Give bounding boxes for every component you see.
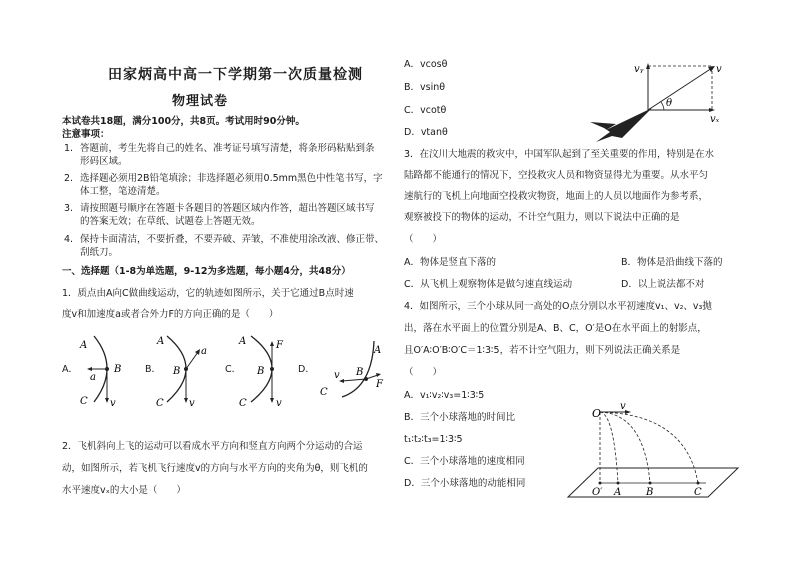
- note-3-line1: 请按照题号顺序在答题卡各题目的答题区域内作答，超出答题区域书写: [80, 203, 375, 214]
- label-v: v: [716, 64, 722, 75]
- q3-option-d[interactable]: D．以上说法都不对: [621, 279, 705, 290]
- note-1-line1: 答题前，考生先将自己的姓名、准考证号填写清楚，将条形码粘贴到条: [80, 143, 375, 154]
- label-a: A: [157, 336, 165, 347]
- label-b: B: [356, 367, 364, 378]
- label-vy: vᵧ: [634, 64, 644, 75]
- q4-option-b[interactable]: B．三个小球落地的时间比: [404, 412, 516, 423]
- note-2-line2: 体工整，笔迹清楚。: [80, 186, 166, 197]
- label-c: C: [80, 396, 88, 407]
- label-f: F: [276, 340, 283, 351]
- label-a: A: [614, 487, 622, 498]
- q1-option-d[interactable]: D．: [298, 364, 315, 375]
- q4-line2: 出，落在水平面上的位置分别是A、B、C，O′是O在水平面上的射影点，: [404, 323, 707, 334]
- q4-figure-projectile: [558, 400, 748, 506]
- q1-option-c[interactable]: C．: [225, 364, 242, 375]
- q1-figure-b: [153, 330, 223, 410]
- q4-option-c[interactable]: C．三个小球落地的速度相同: [404, 456, 525, 467]
- note-1-num: 1.: [64, 143, 74, 154]
- q1-figure-a: [72, 330, 142, 410]
- q1-line1: 1．质点由A向C做曲线运动，它的轨迹如图所示，关于它通过B点时速: [62, 288, 354, 299]
- q4-option-d[interactable]: D．三个小球落地的动能相同: [404, 478, 526, 489]
- label-theta: θ: [666, 98, 673, 109]
- label-f: F: [376, 379, 383, 390]
- exam-title: 田家炳高中高一下学期第一次质量检测: [108, 67, 363, 83]
- q3-option-b[interactable]: B．物体是沿曲线下落的: [621, 257, 723, 268]
- q3-line1: 3．在汶川大地震的救灾中，中国军队起到了至关重要的作用，特别是在水: [404, 149, 715, 160]
- q4-option-b-cont: t₁∶t₂∶t₃=1∶3∶5: [404, 434, 463, 445]
- label-a: A: [80, 340, 88, 351]
- label-b: B: [114, 364, 122, 375]
- q3-option-a[interactable]: A．物体是竖直下落的: [404, 257, 496, 268]
- label-v: v: [189, 398, 195, 409]
- q2-line3: 水平速度vₓ的大小是（ ）: [62, 485, 186, 496]
- label-b: B: [257, 366, 265, 377]
- label-o: O: [592, 407, 602, 420]
- q3-line3: 速航行的飞机上向地面空投救灾物资，地面上的人员以地面作为参考系，: [404, 191, 709, 202]
- label-v: v: [620, 401, 626, 412]
- q1-line2: 度v和加速度a或者合外力F的方向正确的是（ ）: [62, 309, 279, 320]
- q2-option-d[interactable]: D．vtanθ: [404, 127, 448, 138]
- q2-option-b[interactable]: B．vsinθ: [404, 82, 446, 93]
- exam-info: 本试卷共18题，满分100分，共8页。考试用时90分钟。: [62, 116, 305, 127]
- q1-figure-d: [312, 335, 392, 405]
- label-v: v: [276, 398, 282, 409]
- q1-figure-c: [233, 330, 303, 410]
- label-acc: a: [201, 346, 207, 357]
- q4-line4: （ ）: [404, 367, 443, 378]
- q3-option-c[interactable]: C．从飞机上观察物体是做匀速直线运动: [404, 279, 573, 290]
- trajectory-b: [600, 412, 650, 483]
- q2-line2: 动，如图所示，若飞机飞行速度v的方向与水平方向的夹角为θ，则飞机的: [62, 463, 368, 474]
- velocity-arrow: [342, 379, 366, 381]
- note-1-line2: 形码区域。: [80, 156, 128, 167]
- label-a: A: [374, 345, 382, 356]
- label-b: B: [173, 366, 181, 377]
- q2-option-c[interactable]: C．vcotθ: [404, 105, 447, 116]
- q3-line4: 观察被投下的物体的运动，不计空气阻力，则以下说法中正确的是: [404, 212, 680, 223]
- acceleration-arrow: [186, 352, 198, 369]
- label-a: A: [239, 336, 247, 347]
- label-c: C: [156, 398, 164, 409]
- q1-option-a[interactable]: A．: [62, 364, 78, 375]
- label-c: C: [239, 398, 247, 409]
- label-acc: a: [90, 372, 96, 383]
- velocity-vector: [648, 68, 712, 110]
- label-o-prime: O′: [592, 487, 603, 498]
- label-vx: vₓ: [710, 114, 720, 125]
- airplane-icon: [590, 108, 652, 142]
- q4-option-a[interactable]: A．v₁∶v₂∶v₃=1∶3∶5: [404, 390, 485, 401]
- note-4-line1: 保持卡面清洁，不要折叠，不要弄破、弄皱，不准使用涂改液、修正带、: [80, 234, 385, 245]
- note-2-line1: 选择题必须用2B铅笔填涂；非选择题必须用0.5mm黑色中性笔书写，字: [80, 173, 383, 184]
- label-b: B: [646, 487, 654, 498]
- note-3-num: 3.: [64, 203, 74, 214]
- q3-line2: 陆路都不能通行的情况下，空投救灾人员和物资显得尤为重要。从水平匀: [404, 170, 709, 181]
- label-c: C: [320, 387, 328, 398]
- q4-line1: 4．如图所示，三个小球从同一高处的O点分别以水平初速度v₁、v₂、v₃抛: [404, 301, 712, 312]
- exam-subtitle: 物理试卷: [172, 94, 229, 109]
- note-4-num: 4.: [64, 234, 74, 245]
- q3-line5: （ ）: [404, 234, 443, 245]
- note-2-num: 2.: [64, 173, 74, 184]
- q1-option-b[interactable]: B．: [145, 364, 162, 375]
- label-v: v: [334, 370, 340, 381]
- note-4-line2: 刮纸刀。: [80, 247, 119, 258]
- q4-line3: 且O′A∶O′B∶O′C＝1∶3∶5，若不计空气阻力，则下列说法正确关系是: [404, 345, 681, 356]
- q2-line1: 2．飞机斜向上飞的运动可以看成水平方向和竖直方向两个分运动的合运: [62, 441, 363, 452]
- label-c: C: [694, 487, 702, 498]
- trajectory-a: [600, 412, 618, 483]
- section1-heading: 一、选择题（1-8为单选题，9-12为多选题，每小题4分，共48分）: [62, 266, 351, 277]
- q2-option-a[interactable]: A．vcosθ: [404, 59, 448, 70]
- label-v: v: [110, 398, 116, 409]
- note-3-line2: 的答案无效；在草纸、试题卷上答题无效。: [80, 216, 261, 227]
- notes-title: 注意事项：: [62, 129, 110, 140]
- q2-figure-airplane: [560, 58, 730, 148]
